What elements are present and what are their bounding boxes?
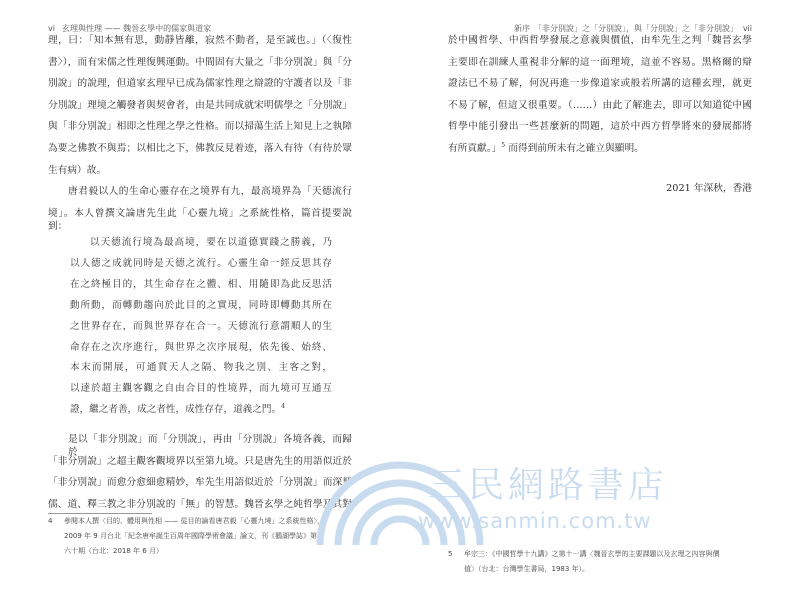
signature-date: 2021 年深秋，香港 — [666, 183, 752, 194]
text-line: 分別說」理境之觸發者與契會者，由是共同成就宋明儒學之「分別說」 — [48, 99, 352, 111]
text-line: 是以「非分別說」而「分別說」，再由「分別說」各境各義，而歸於 — [68, 434, 352, 458]
footnote-ref[interactable]: 4 — [281, 403, 285, 410]
text-line: 理，曰：「知本無有思，動靜皆離，寂然不動者，是至誠也。」（〈復性 — [48, 35, 352, 46]
footnote-line: 2009 年 9 月台北「紀念唐牟誕生百周年國際學術會議」論文，刊《鵝湖學誌》第 — [64, 532, 317, 540]
text-line: 證法已不易了解，何況再進一步像道家或般若所講的這種玄理，就更 — [448, 78, 752, 90]
text-line-tail: 而得到前所未有之確立與顯明。 — [505, 143, 644, 154]
text-line: 不易了解，但這又很重要。（……）由此了解進去，即可以知道從中國 — [448, 99, 752, 111]
watermark-text: 三民網路書店 — [428, 465, 669, 506]
footnote-divider — [48, 513, 152, 514]
text-line: 於中國哲學、中西哲學發展之意義與價值，由牟先生之判「魏晉玄學 — [448, 35, 752, 46]
quote-line: 以達於超主觀客觀之自由合目的性境界，而九境可互通互 — [70, 383, 332, 395]
footnote-line: 六十期（台北：2018 年 6 月） — [64, 547, 163, 555]
footnote-line: 參閱本人撰〈目的、體用與性相 —— 從目的論看唐君毅「心靈九境」之系統性格〉， — [64, 517, 324, 525]
text-line: 唐君毅以人的生命心靈存在之境界有九，最高境界為「天德流行 — [68, 186, 352, 198]
running-header: 玄理與性理 —— 魏晉玄學中的儒家與道家 — [62, 24, 212, 33]
text-line: 為要之佛教不與焉；以相比之下，佛教反見着迹，落入有待（有待於眾 — [48, 143, 352, 154]
text-line: 主要即在訓練人重視非分解的這一面理境，這並不容易。黑格爾的辯 — [448, 56, 752, 68]
footnote-number: 5 — [448, 550, 453, 558]
text-line: 「非分別說」之超主觀客觀境界以至第九境。只是唐先生的用語似近於 — [48, 455, 352, 467]
page-number: vi — [48, 24, 55, 33]
quote-line: 動所動，而轉動趨向於此目的之實現，同時即轉動其所在 — [70, 299, 332, 311]
quote-line: 本末而開展，可通貫天人之隔、物我之別、主客之對， — [70, 362, 332, 374]
footnote-line: 值〉（台北：台灣學生書局，1983 年）。 — [464, 565, 590, 573]
running-header: 新序 「非分別說」之「分別說」，與「分別說」之「非分別說」 — [514, 24, 738, 33]
right-page — [400, 0, 800, 597]
footnote-line: 牟宗三：《中國哲學十九講》之第十一講〈魏晉玄學的主要課題以及玄理之內容與價 — [464, 550, 720, 558]
text-line: 有所貢獻。」$^5$ 而得到前所未有之確立與顯明。 — [448, 141, 644, 154]
text-line: 「非分別說」而愈分愈細愈精妙，牟先生用語似近於「分別說」而深契 — [48, 477, 352, 489]
quote-line: 之世界存在，而與世界存在合一。天德流行意謂順人的生 — [70, 320, 332, 332]
footnote-ref[interactable]: 5 — [501, 141, 506, 149]
text-line: 哲學中能引發出一些甚麼新的問題，這於中西方哲學將來的發展都將 — [448, 121, 752, 133]
quote-line: 命存在之次序進行，與世界之次序展現，依先後、始終、 — [70, 341, 332, 353]
text-line: 別說」的說理，但道家玄理早已成為儒家性理之辯證的守護者以及「非 — [48, 78, 352, 90]
quote-line: 證，繼之者善，成之者性，成性存存，道義之門。$^4$ — [70, 403, 285, 416]
quote-line: 在之終極目的，其生命存在之體、相、用隨即為此反思活 — [70, 278, 332, 290]
footnote-number: 4 — [48, 517, 53, 525]
text-line: 境」。本人曾撰文論唐先生此「心靈九境」之系統性格，篇首提要說到： — [48, 207, 352, 232]
text-line: 與「非分別說」相即之性理之學之性格。而以掃蕩生活上知見上之執障 — [48, 121, 352, 133]
quote-line: 以天德流行境為最高境，要在以道德實踐之勝義，乃 — [90, 237, 332, 248]
text-line: 儒、道、釋三教之非分別說的「無」的智慧。魏晉玄學之純哲學及其對 — [48, 498, 352, 510]
quote-line: 以人德之成就同時是天德之流行。心靈生命一經反思其存 — [70, 257, 332, 269]
page-number: vii — [742, 24, 752, 33]
text-line: 生有病）故。 — [48, 164, 107, 176]
text-line: 書〉），而有宋儒之性理復興運動。中間固有大量之「非分別說」與「分 — [48, 56, 352, 68]
watermark-url: www.sanmin.com.tw — [418, 509, 652, 533]
